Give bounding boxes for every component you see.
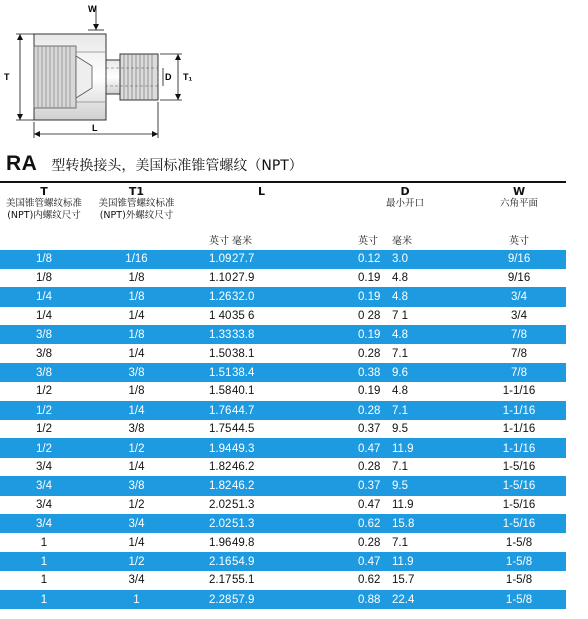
cell-l-in: 2.28 (209, 593, 232, 606)
cell-t: 1/4 (36, 291, 52, 304)
cell-l-mm: 46.2 (232, 460, 255, 473)
cell-l-mm: 38.4 (232, 367, 255, 380)
cell-t1: 1/4 (128, 309, 145, 322)
cell-d-mm: 7.1 (392, 404, 409, 417)
cell-d-in: 0.12 (358, 253, 381, 266)
cell-d-in: 0.28 (358, 536, 381, 549)
table-row (0, 590, 566, 609)
cell-t: 3/4 (36, 460, 52, 473)
cell-l-mm: 57.9 (232, 593, 255, 606)
cell-d-mm: 7 1 (392, 309, 409, 322)
table-row (0, 552, 566, 571)
cell-l-in: 2.16 (209, 555, 232, 568)
cell-d-mm: 15.8 (392, 518, 415, 531)
model-description: 型转换接头，美国标准锥管螺纹（NPT） (51, 158, 303, 174)
table-row (0, 420, 566, 439)
cell-t1: 3/8 (128, 423, 145, 436)
col-t1-subheader: 美国锥管螺纹标准 (NPT)外螺纹尺寸 (98, 198, 175, 221)
cell-d-in: 0.19 (358, 272, 381, 285)
cell-t1: 3/8 (128, 480, 145, 493)
cell-w: 1-5/16 (502, 460, 536, 473)
table-row (0, 307, 566, 326)
cell-t1: 1/16 (125, 253, 148, 266)
label-l: L (92, 123, 98, 133)
cell-w: 1-1/16 (502, 404, 536, 417)
cell-l-mm: 49.3 (232, 442, 255, 455)
cell-d-in: 0.19 (358, 291, 381, 304)
cell-d-mm: 9.6 (392, 367, 409, 380)
cell-d-in: 0.47 (358, 498, 381, 511)
col-t-subheader: 美国锥管螺纹标准 (NPT)内螺纹尺寸 (5, 198, 82, 221)
cell-d-in: 0.88 (358, 593, 381, 606)
table-row (0, 514, 566, 533)
cell-d-in: 0.28 (358, 404, 381, 417)
cell-t: 1/8 (36, 253, 52, 266)
cell-t: 1/2 (36, 442, 52, 455)
cell-l-mm: 35 6 (232, 309, 255, 322)
cell-l-mm: 40.1 (232, 385, 255, 398)
cell-l-in: 1.75 (209, 423, 232, 436)
col-w-subheader: 六角平面 (500, 198, 539, 209)
cell-t: 3/8 (36, 347, 52, 360)
cell-d-mm: 9.5 (392, 423, 409, 436)
table-row (0, 288, 566, 307)
cell-t1: 1/8 (128, 272, 145, 285)
cell-d-in: 0.37 (358, 423, 381, 436)
cell-t: 1/4 (36, 309, 52, 322)
cell-w: 9/16 (507, 253, 531, 266)
table-row (0, 477, 566, 496)
table-row (0, 250, 566, 269)
cell-l-in: 2.17 (209, 574, 232, 587)
table-row (0, 401, 566, 420)
cell-t1: 1/8 (128, 385, 145, 398)
cell-t: 1/2 (36, 385, 52, 398)
cell-d-mm: 11.9 (392, 498, 414, 511)
cell-d-mm: 11.9 (392, 442, 414, 455)
cell-w: 1-1/16 (502, 442, 536, 455)
cell-t1: 1/2 (128, 555, 145, 568)
col-d-subheader: 最小开口 (386, 198, 425, 209)
cell-w: 3/4 (511, 291, 528, 304)
table-row (0, 363, 566, 382)
table-row (0, 382, 566, 401)
cell-t1: 1/4 (128, 347, 145, 360)
cell-t: 1 (40, 555, 48, 568)
cell-t1: 1/8 (128, 329, 145, 342)
cell-t1: 1 (133, 593, 140, 606)
cell-t1: 1/2 (128, 498, 145, 511)
table-row (0, 458, 566, 477)
cell-w: 9/16 (507, 272, 531, 285)
cell-t1: 1/2 (128, 442, 145, 455)
cell-t1: 1/4 (128, 536, 145, 549)
cell-l-mm: 44.5 (232, 423, 255, 436)
cell-l-mm: 33.8 (232, 329, 255, 342)
cell-l-in: 1.10 (209, 272, 232, 285)
table-row (0, 533, 566, 552)
cell-d-in: 0.62 (358, 518, 381, 531)
table-row (0, 269, 566, 288)
cell-l-mm: 46.2 (232, 480, 255, 493)
cell-t: 3/4 (36, 498, 52, 511)
cell-d-mm: 9.5 (392, 480, 409, 493)
label-d: D (165, 72, 172, 82)
col-d-inch: 英寸 (358, 236, 379, 247)
cell-d-in: 0.38 (358, 367, 381, 380)
cell-w: 7/8 (511, 367, 528, 380)
cell-l-mm: 27.7 (232, 253, 255, 266)
cell-d-mm: 7.1 (392, 460, 409, 473)
cell-l-in: 1.82 (209, 460, 232, 473)
col-t1-header: T1 (128, 184, 145, 198)
table-row (0, 326, 566, 345)
model-code: RA (6, 152, 38, 175)
cell-l-mm: 27.9 (232, 272, 255, 285)
cell-d-in: 0.47 (358, 442, 381, 455)
label-w: W (88, 4, 97, 14)
cell-d-mm: 4.8 (392, 329, 409, 342)
col-w-inch: 英寸 (509, 236, 530, 247)
cell-l-in: 1.33 (209, 329, 232, 342)
cell-l-in: 1 40 (209, 309, 232, 322)
dimension-table (0, 184, 566, 609)
cell-l-in: 1.82 (209, 480, 232, 493)
cell-t: 1/8 (36, 272, 52, 285)
cell-t: 3/4 (36, 518, 52, 531)
cell-l-in: 2.02 (209, 518, 232, 531)
cell-d-mm: 3.0 (392, 253, 409, 266)
cell-d-in: 0.28 (358, 460, 381, 473)
cell-l-mm: 49.8 (232, 536, 255, 549)
cell-t1: 3/4 (128, 518, 145, 531)
cell-t: 1/2 (36, 423, 52, 436)
cell-t: 3/4 (36, 480, 52, 493)
cell-d-mm: 7.1 (392, 536, 409, 549)
col-d-mm: 毫米 (392, 236, 413, 247)
col-t-header: T (40, 184, 48, 198)
col-l-mm: 毫米 (232, 236, 252, 247)
cell-l-mm: 55.1 (232, 574, 255, 587)
cell-t: 1 (40, 574, 48, 587)
cell-t: 3/8 (36, 367, 52, 380)
cell-t: 1 (40, 536, 48, 549)
cell-l-mm: 32.0 (232, 291, 255, 304)
cell-l-mm: 44.7 (232, 404, 255, 417)
cell-w: 1-5/16 (502, 518, 536, 531)
cell-w: 1-5/8 (505, 593, 533, 606)
cell-l-in: 1.94 (209, 442, 232, 455)
label-t: T (4, 72, 10, 82)
cell-t: 3/8 (36, 329, 52, 342)
cell-d-in: 0 28 (358, 309, 381, 322)
cell-l-mm: 51.3 (232, 518, 255, 531)
cell-w: 1-1/16 (502, 385, 536, 398)
product-title (6, 152, 303, 180)
cell-d-mm: 4.8 (392, 385, 409, 398)
cell-l-mm: 38.1 (232, 347, 255, 360)
cell-w: 7/8 (511, 329, 528, 342)
cell-t1: 1/8 (128, 291, 145, 304)
cell-l-mm: 54.9 (232, 555, 255, 568)
cell-l-in: 1.58 (209, 385, 232, 398)
cell-d-mm: 11.9 (392, 555, 414, 568)
cell-t: 1/2 (36, 404, 52, 417)
table-row (0, 571, 566, 590)
cell-l-in: 2.02 (209, 498, 232, 511)
cell-w: 1-5/8 (505, 555, 533, 568)
col-l-header: L (258, 184, 266, 198)
cell-t: 1 (40, 593, 48, 606)
table-body (0, 250, 566, 609)
title-divider (0, 181, 566, 183)
cell-l-in: 1.50 (209, 347, 232, 360)
cell-t1: 3/8 (128, 367, 145, 380)
cell-d-in: 0.62 (358, 574, 381, 587)
cell-w: 1-5/16 (502, 498, 536, 511)
cell-t1: 3/4 (128, 574, 145, 587)
cell-t1: 1/4 (128, 460, 145, 473)
cell-d-in: 0.28 (358, 347, 381, 360)
cell-l-in: 1.96 (209, 536, 232, 549)
cell-w: 1-5/8 (505, 536, 533, 549)
cell-d-mm: 4.8 (392, 291, 409, 304)
cell-d-mm: 22.4 (392, 593, 415, 606)
cell-d-in: 0.37 (358, 480, 381, 493)
cell-d-mm: 7.1 (392, 347, 409, 360)
cell-d-in: 0.47 (358, 555, 381, 568)
cell-w: 1-5/8 (505, 574, 533, 587)
cell-w: 3/4 (511, 309, 528, 322)
cell-d-in: 0.19 (358, 329, 381, 342)
col-l-inch: 英寸 (209, 236, 229, 247)
cell-l-in: 1.51 (209, 367, 232, 380)
table-row (0, 344, 566, 363)
cell-l-in: 1.76 (209, 404, 232, 417)
cell-l-in: 1.26 (209, 291, 232, 304)
cell-w: 1-1/16 (502, 423, 536, 436)
table-row (0, 439, 566, 458)
cell-w: 7/8 (511, 347, 528, 360)
cell-d-mm: 15.7 (392, 574, 415, 587)
fitting-diagram (0, 0, 588, 148)
col-d-header: D (400, 184, 410, 198)
col-w-header: W (512, 184, 526, 198)
table-row (0, 496, 566, 515)
cell-w: 1-5/16 (502, 480, 536, 493)
cell-l-in: 1.09 (209, 253, 232, 266)
cell-d-in: 0.19 (358, 385, 381, 398)
cell-d-mm: 4.8 (392, 272, 409, 285)
label-t1: T₁ (183, 72, 193, 82)
cell-l-mm: 51.3 (232, 498, 255, 511)
cell-t1: 1/4 (128, 404, 145, 417)
